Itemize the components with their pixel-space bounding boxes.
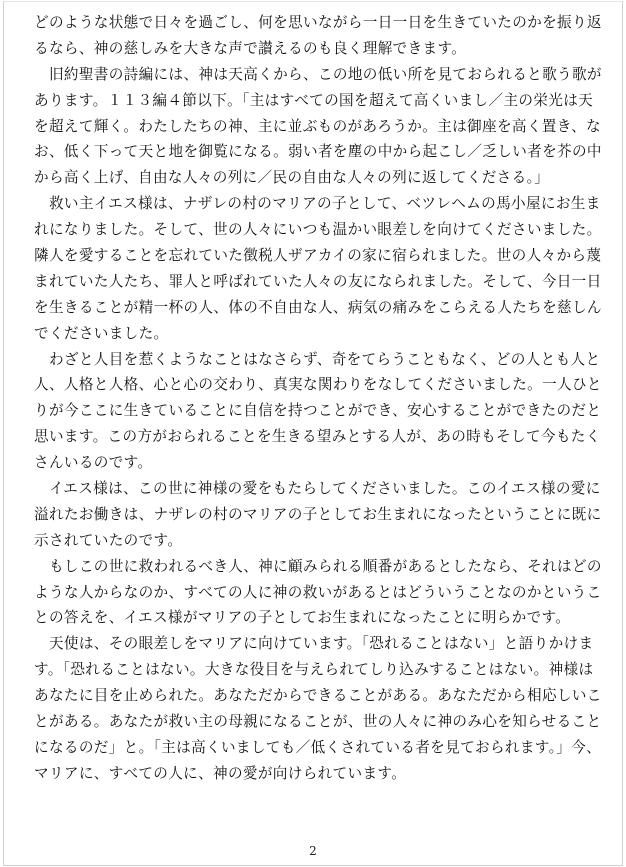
text-line: あなたに目を止められた。あなただからできることがある。あなただから相応しいこ	[34, 687, 602, 705]
text-line: になるのだ」と。「主は高くいましても／低くされている者を見ておられます。」今、	[34, 738, 602, 756]
document-body	[34, 10, 602, 787]
text-line: でくださいました。	[34, 324, 169, 342]
text-line: 旧約聖書の詩編には、神は天高くから、この地の低い所を見ておられると歌う歌が	[34, 65, 602, 83]
text-line: どのような状態で日々を過ごし、何を思いながら一日一日を生きていたのかを振り返	[34, 14, 602, 31]
text-line: 溢れたお働きは、ナザレの村のマリアの子としてお生まれになったということに既に	[34, 505, 602, 523]
text-line: お、低く下って天と地を御覧になる。弱い者を塵の中から起こし／乏しい者を芥の中	[34, 143, 602, 161]
text-line: 隣人を愛することを忘れていた徴税人ザアカイの家に宿られました。世の人々から蔑	[34, 247, 602, 265]
text-line: 人、人格と人格、心と心の交わり、真実な関わりをなしてくださいました。一人ひと	[34, 376, 602, 394]
text-line: もしこの世に救われるべき人、神に顧みられる順番があるとしたなら、それはどの	[34, 557, 602, 575]
text-line: わざと人目を惹くようなことはなさらず、奇をてらうこともなく、どの人とも人と	[34, 350, 601, 368]
text-line: 思います。この方がおられることを生きる望みとする人が、あの時もそして今もたく	[34, 428, 601, 446]
text-line: まれていた人たち、罪人と呼ばれていた人々の友になられました。そして、今日一日	[34, 272, 602, 290]
text-line: れになりました。そして、世の人々にいつも温かい眼差しを向けてくださいました。	[34, 221, 602, 239]
text-line: を超えて輝く。わたしたちの神、主に並ぶものがあろうか。主は御座を高く置き、な	[34, 117, 601, 135]
text-line: りが今ここに生きていることに自信を持つことができ、安心することができたのだと	[34, 402, 602, 420]
text-line: ような人からなのか、すべての人に神の救いがあるとはどういうことなのかというこ	[34, 583, 602, 601]
text-line: を生きることが精一杯の人、体の不自由な人、病気の痛みをこらえる人たちを慈しん	[34, 298, 602, 316]
text-line: さんいるのです。	[34, 454, 153, 472]
text-line: 示されていたのです。	[34, 531, 183, 549]
page-number: 2	[309, 844, 317, 858]
text-line: とがある。あなたが救い主の母親になることが、世の人々に神のみ心を知らせること	[34, 713, 602, 731]
text-line: イエス様は、この世に神様の愛をもたらしてくださいました。このイエス様の愛に	[34, 480, 601, 498]
text-line: 天使は、その眼差しをマリアに向けています。「恐れることはない」と語りかけま	[34, 635, 594, 653]
text-line: あります。１１３編４節以下。「主はすべての国を超えて高くいまし／主の栄光は天	[34, 91, 594, 109]
text-line: から高く上げ、自由な人々の列に／民の自由な人々の列に返してくださる。」	[34, 169, 550, 187]
text-line: マリアに、すべての人に、神の愛が向けられています。	[34, 764, 407, 782]
text-line: す。「恐れることはない。大きな役目を与えられてしり込みすることはない。神様は	[34, 661, 594, 679]
text-line: るなら、神の慈しみを大きな声で讃えるのも良く理解できます。	[34, 39, 467, 57]
text-line: 救い主イエス様は、ナザレの村のマリアの子として、ベツレヘムの馬小屋にお生ま	[34, 195, 601, 213]
text-line: との答えを、イエス様がマリアの子としてお生まれになったことに明らかです。	[34, 609, 571, 627]
